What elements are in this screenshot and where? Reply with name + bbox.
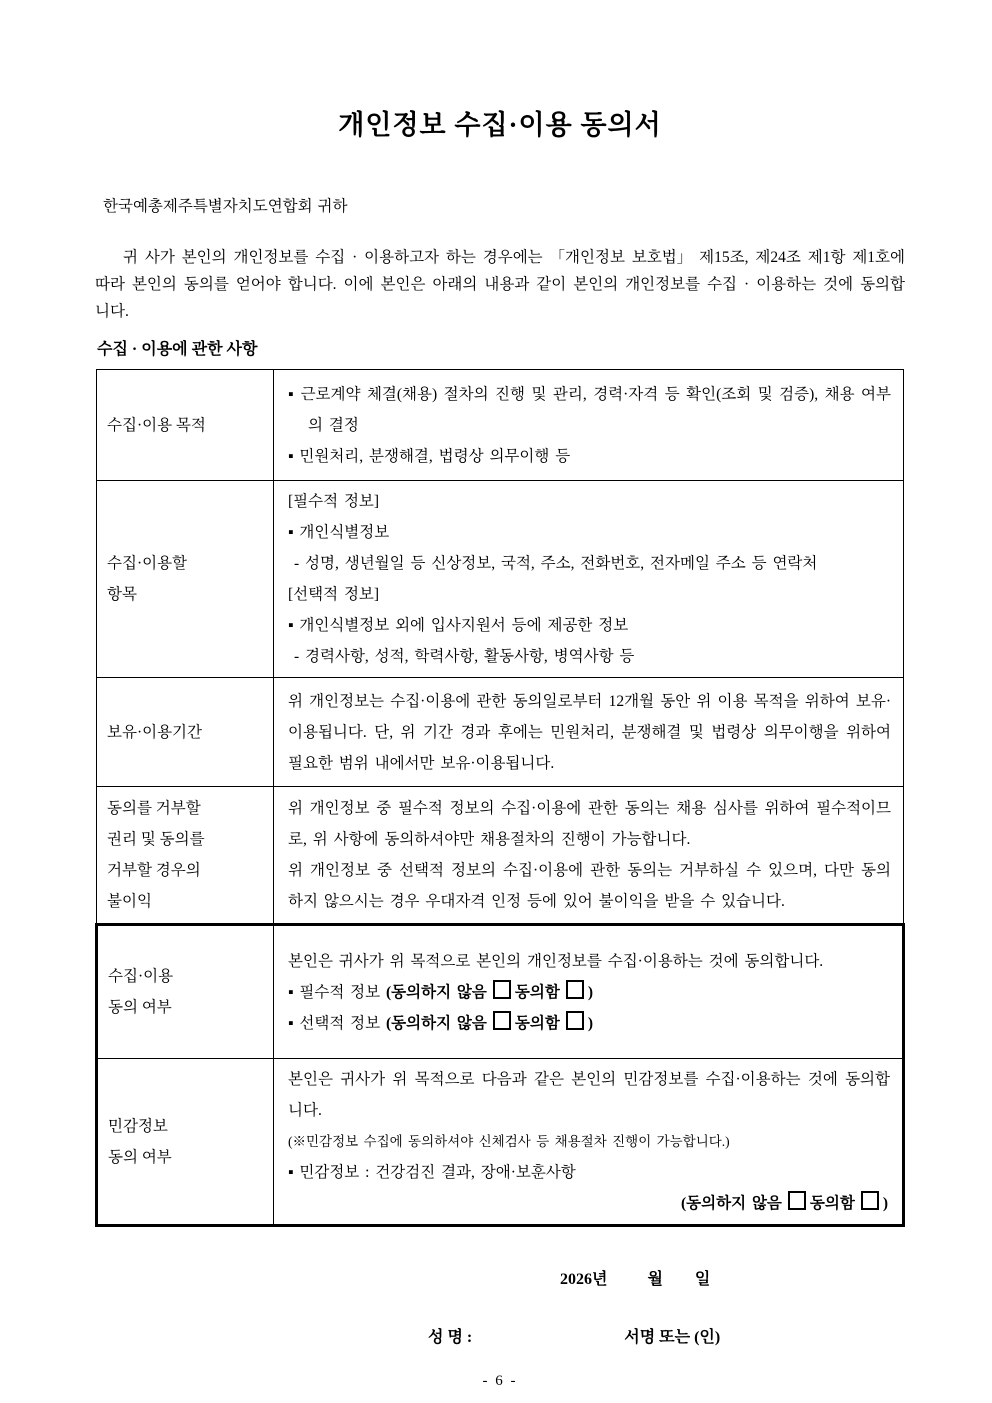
- items-line: - 성명, 생년월일 등 신상정보, 국적, 주소, 전화번호, 전자메일 주소 등 연락처: [294, 555, 818, 572]
- row-label-text: 거부할 경우의: [107, 862, 201, 879]
- row-purpose-label: [97, 370, 274, 481]
- date-line: 2026년 월 일: [560, 1271, 711, 1288]
- signature-line: [95, 1327, 905, 1349]
- row-label-text: 수집·이용할: [107, 555, 188, 572]
- purpose-bullet-2: ▪ 민원처리, 분쟁해결, 법령상 의무이행 등: [288, 447, 571, 465]
- row-label-text: 동의를 거부할: [107, 800, 201, 817]
- row-label-text: 수집·이용: [108, 968, 174, 985]
- row-purpose-content: [274, 370, 904, 481]
- refusal-paragraph-1: 위 개인정보 중 필수적 정보의 수집·이용에 관한 동의는 채용 심사를 위하여 필수적이므로, 위 사항에 동의하셔야만 채용절차의 진행이 가능합니다.: [288, 800, 891, 848]
- option-no-label: (동의하지 않음: [386, 983, 487, 1001]
- sensitive-note: (※민감정보 수집에 동의하셔야 신체검사 등 채용절차 진행이 가능합니다.): [288, 1134, 730, 1149]
- consent-table: [95, 369, 905, 1227]
- items-line: [필수적 정보]: [288, 493, 380, 510]
- option-close: ): [587, 1014, 593, 1032]
- option-close: ): [882, 1195, 888, 1212]
- items-line: - 경력사항, 성적, 학력사항, 활동사항, 병역사항 등: [294, 648, 635, 665]
- items-line: [선택적 정보]: [288, 586, 380, 603]
- row-refusal-content: [274, 787, 904, 925]
- row-period-content: [274, 678, 904, 787]
- table-row-purpose: [97, 370, 904, 481]
- sensitive-no-checkbox[interactable]: [788, 1191, 806, 1210]
- option-yes-label: 동의함: [514, 1014, 560, 1032]
- option-yes-label: 동의함: [809, 1195, 855, 1212]
- row-label-text: 불이익: [107, 893, 152, 910]
- option-no-label: (동의하지 않음: [386, 1014, 487, 1032]
- required-yes-checkbox[interactable]: [566, 980, 584, 999]
- option-name: ▪ 필수적 정보: [288, 983, 386, 1001]
- consent-option-required: [288, 977, 890, 1008]
- consent-option-optional: [288, 1008, 890, 1039]
- required-no-checkbox[interactable]: [493, 980, 511, 999]
- table-row-items: [97, 481, 904, 678]
- row-items-label: [97, 481, 274, 678]
- page-title: 개인정보 수집·이용 동의서: [338, 110, 662, 140]
- row-refusal-label: [97, 787, 274, 925]
- sensitive-intro: 본인은 귀사가 위 목적으로 다음과 같은 본인의 민감정보를 수집·이용하는 것에 동의합니다.: [288, 1071, 890, 1119]
- page-number: - 6 -: [482, 1373, 518, 1389]
- period-text: 위 개인정보는 수집·이용에 관한 동의일로부터 12개월 동안 위 이용 목적을 위하여 보유·이용됩니다. 단, 위 기간 경과 후에는 민원처리, 분쟁해결 및 법령상 의무이행을 위하여 필요한 범위 내에서만 보유·이용됩니다.: [288, 692, 891, 772]
- option-close: ): [587, 983, 593, 1001]
- row-consent-content: [274, 925, 904, 1059]
- row-period-label: [97, 678, 274, 787]
- table-row-sensitive: [97, 1059, 904, 1226]
- sensitive-consent-line: [288, 1188, 890, 1219]
- row-label-text: 민감정보: [108, 1117, 168, 1135]
- refusal-paragraph-2: 위 개인정보 중 선택적 정보의 수집·이용에 관한 동의는 거부하실 수 있으며, 다만 동의하지 않으시는 경우 우대자격 인정 등에 있어 불이익을 받을 수 있습니다.: [288, 862, 891, 910]
- row-sensitive-label: [97, 1059, 274, 1226]
- row-label-text: 수집·이용 목적: [107, 416, 206, 434]
- option-yes-label: 동의함: [514, 983, 560, 1001]
- row-label-text: 항목: [107, 586, 137, 603]
- option-name: ▪ 선택적 정보: [288, 1014, 386, 1032]
- row-sensitive-content: [274, 1059, 904, 1226]
- purpose-bullet-1: ▪ 근로계약 체결(채용) 절차의 진행 및 관리, 경력·자격 등 확인(조회 및 검증), 채용 여부의 결정: [288, 385, 891, 434]
- name-label: 성 명 :: [428, 1329, 473, 1346]
- table-row-consent: [97, 925, 904, 1059]
- row-label-text: 동의 여부: [108, 999, 172, 1016]
- row-label-text: 동의 여부: [108, 1148, 172, 1166]
- sign-or-seal-label: 서명 또는 (인): [624, 1329, 721, 1346]
- items-line: ▪ 개인식별정보: [288, 524, 390, 541]
- row-consent-label: [97, 925, 274, 1059]
- sensitive-yes-checkbox[interactable]: [861, 1191, 879, 1210]
- sensitive-detail: ▪ 민감정보 : 건강검진 결과, 장애·보훈사항: [288, 1164, 576, 1181]
- option-no-label: (동의하지 않음: [681, 1195, 782, 1212]
- consent-intro: 본인은 귀사가 위 목적으로 본인의 개인정보를 수집·이용하는 것에 동의합니다.: [288, 952, 824, 970]
- items-line: ▪ 개인식별정보 외에 입사지원서 등에 제공한 정보: [288, 617, 629, 634]
- optional-yes-checkbox[interactable]: [566, 1011, 584, 1030]
- table-row-period: [97, 678, 904, 787]
- optional-no-checkbox[interactable]: [493, 1011, 511, 1030]
- recipient-line: 한국예총제주특별자치도연합회 귀하: [103, 198, 348, 215]
- row-label-text: 보유·이용기간: [107, 723, 203, 741]
- row-label-text: 권리 및 동의를: [107, 831, 205, 848]
- section-heading: 수집 · 이용에 관한 사항: [97, 341, 258, 358]
- intro-paragraph: 귀 사가 본인의 개인정보를 수집 · 이용하고자 하는 경우에는 「개인정보 보호법」 제15조, 제24조 제1항 제1호에 따라 본인의 동의를 얻어야 합니다. 이에 본인은 아래의 내용과 같이 본인의 개인정보를 수집 · 이용하는 것에 동의합니다.: [95, 249, 905, 320]
- row-items-content: [274, 481, 904, 678]
- table-row-refusal: [97, 787, 904, 925]
